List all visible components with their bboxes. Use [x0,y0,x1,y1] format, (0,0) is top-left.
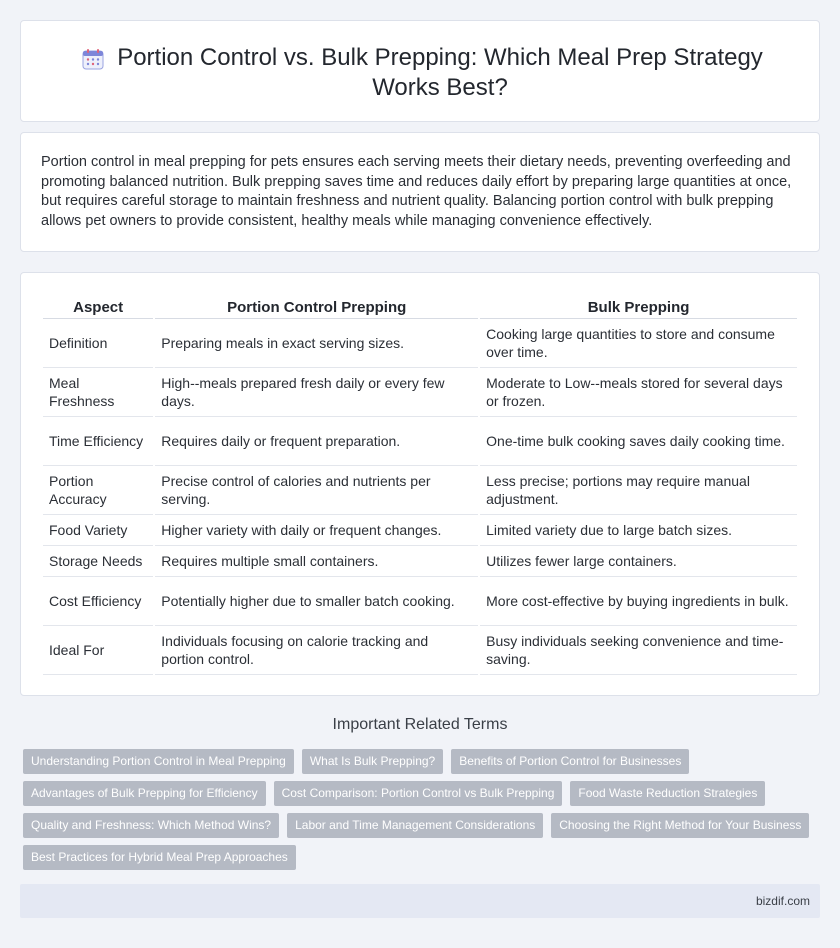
related-terms-heading: Important Related Terms [332,716,508,733]
header-portion-control: Portion Control Prepping [155,295,478,319]
cell-aspect: Time Efficiency [43,417,153,466]
related-term-link[interactable]: Advantages of Bulk Prepping for Efficiency [23,781,266,806]
cell-portion: Individuals focusing on calorie tracking and portion control. [155,626,478,675]
related-term-link[interactable]: Understanding Portion Control in Meal Prepping [23,749,294,774]
cell-bulk: Busy individuals seeking convenience and time-saving. [480,626,797,675]
comparison-table-card [20,272,820,696]
header-bulk-prepping: Bulk Prepping [480,295,797,319]
cell-aspect: Storage Needs [43,546,153,577]
related-term-link[interactable]: Labor and Time Management Considerations [287,813,543,838]
related-term-link[interactable]: Choosing the Right Method for Your Business [551,813,809,838]
cell-bulk: Moderate to Low--meals stored for several days or frozen. [480,368,797,417]
related-terms-list [23,749,813,877]
related-term-link[interactable]: Cost Comparison: Portion Control vs Bulk Prepping [274,781,563,806]
cell-portion: High--meals prepared fresh daily or every few days. [155,368,478,417]
cell-aspect: Ideal For [43,626,153,675]
header-card [20,20,820,122]
cell-portion: Precise control of calories and nutrients per serving. [155,466,478,515]
table-row [43,546,797,577]
cell-portion: Requires multiple small containers. [155,546,478,577]
table-row [43,319,797,368]
cell-bulk: Utilizes fewer large containers. [480,546,797,577]
table-row [43,368,797,417]
cell-portion: Higher variety with daily or frequent changes. [155,515,478,546]
table-row [43,466,797,515]
table-row [43,626,797,675]
tag-row [23,749,813,781]
cell-bulk: More cost-effective by buying ingredients in bulk. [480,577,797,626]
footer [20,884,820,918]
tag-row [23,781,813,813]
cell-bulk: Limited variety due to large batch sizes. [480,515,797,546]
summary-card [20,132,820,252]
related-term-link[interactable]: Best Practices for Hybrid Meal Prep Approaches [23,845,296,870]
cell-portion: Preparing meals in exact serving sizes. [155,319,478,368]
summary-text: Portion control in meal prepping for pets ensures each serving meets their dietary needs, preventing overfeeding and promoting balanced nutrition. Bulk prepping saves time and reduces daily effort by preparing large quantities at once, but requires careful storage to maintain freshness and nutrient quality. Balancing portion control with bulk prepping allows pet owners to provide consistent, healthy meals while managing convenience effectively. [41,154,792,230]
related-term-link[interactable]: Quality and Freshness: Which Method Wins? [23,813,279,838]
tag-row [23,845,813,877]
cell-aspect: Meal Freshness [43,368,153,417]
comparison-table [41,295,799,675]
cell-aspect: Definition [43,319,153,368]
cell-portion: Potentially higher due to smaller batch cooking. [155,577,478,626]
cell-aspect: Food Variety [43,515,153,546]
related-term-link[interactable]: What Is Bulk Prepping? [302,749,443,774]
cell-bulk: One-time bulk cooking saves daily cooking time. [480,417,797,466]
table-row [43,417,797,466]
table-row [43,515,797,546]
related-term-link[interactable]: Benefits of Portion Control for Businesses [451,749,689,774]
tag-row [23,813,813,845]
header-aspect: Aspect [43,295,153,319]
related-term-link[interactable]: Food Waste Reduction Strategies [570,781,765,806]
page-title: Portion Control vs. Bulk Prepping: Which Meal Prep Strategy Works Best? [117,44,763,101]
cell-bulk: Cooking large quantities to store and consume over time. [480,319,797,368]
footer-site-name[interactable]: bizdif.com [755,894,810,908]
cell-portion: Requires daily or frequent preparation. [155,417,478,466]
cell-bulk: Less precise; portions may require manual adjustment. [480,466,797,515]
cell-aspect: Cost Efficiency [43,577,153,626]
table-row [43,577,797,626]
table-header-row [43,295,797,319]
cell-aspect: Portion Accuracy [43,466,153,515]
